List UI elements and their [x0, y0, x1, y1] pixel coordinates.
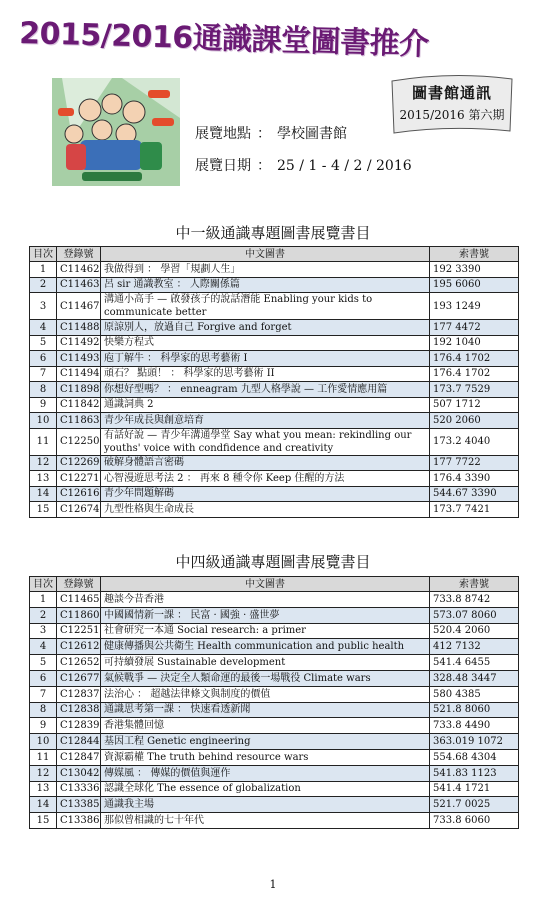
accession-number: C11494	[57, 366, 101, 382]
call-number: 733.8 4490	[430, 718, 519, 734]
col-header-call: 索書號	[430, 247, 519, 262]
col-header-code: 登錄號	[57, 247, 101, 262]
table-header-row	[30, 247, 519, 262]
accession-number: C12612	[57, 639, 101, 655]
book-title: 傳媒風 ： 傳媒的價值與運作	[101, 765, 430, 781]
book-title: 青少年成長與創意培育	[101, 413, 430, 429]
accession-number: C12837	[57, 686, 101, 702]
row-number: 15	[30, 502, 57, 518]
call-number: 176.4 3390	[430, 471, 519, 487]
table-row	[30, 335, 519, 351]
book-title: 通識詞典 2	[101, 397, 430, 413]
book-title: 基因工程 Genetic engineering	[101, 734, 430, 750]
row-number: 8	[30, 382, 57, 398]
row-number: 5	[30, 655, 57, 671]
table-row	[30, 670, 519, 686]
table-row	[30, 639, 519, 655]
accession-number: C12677	[57, 670, 101, 686]
book-title: 你想好型嗎？ ： enneagram 九型人格學說 — 工作愛情應用篇	[101, 382, 430, 398]
table-row	[30, 781, 519, 797]
cover-illustration	[52, 78, 180, 186]
table-header-row	[30, 577, 519, 592]
page-title: 2015/2016通識課堂圖書推介	[18, 15, 430, 63]
table-row	[30, 502, 519, 518]
table-row	[30, 607, 519, 623]
book-title: 心智漫遊思考法 2 ： 再來 8 種令你 Keep 住醒的方法	[101, 471, 430, 487]
accession-number: C11467	[57, 293, 101, 320]
accession-number: C12652	[57, 655, 101, 671]
row-number: 5	[30, 335, 57, 351]
row-number: 14	[30, 486, 57, 502]
row-number: 4	[30, 639, 57, 655]
table-row	[30, 623, 519, 639]
accession-number: C12844	[57, 734, 101, 750]
book-title: 有話好說 — 青少年溝通學堂 Say what you mean: rekindling our youths' voice with condfidence and creativity	[101, 428, 430, 455]
call-number: 541.83 1123	[430, 765, 519, 781]
col-header-call: 索書號	[430, 577, 519, 592]
table-row	[30, 262, 519, 278]
table-row	[30, 397, 519, 413]
book-title: 那似曾相識的七十年代	[101, 813, 430, 829]
row-number: 12	[30, 765, 57, 781]
col-header-no: 目次	[30, 577, 57, 592]
call-number: 173.7 7421	[430, 502, 519, 518]
book-title: 破解身體語言密碼	[101, 455, 430, 471]
book-title: 氣候戰爭 — 決定全人類命運的最後一場戰役 Climate wars	[101, 670, 430, 686]
book-title: 庖丁解牛 ： 科學家的思考藝術 I	[101, 351, 430, 367]
table-row	[30, 765, 519, 781]
accession-number: C12250	[57, 428, 101, 455]
call-number: 733.8 6060	[430, 813, 519, 829]
table-row	[30, 455, 519, 471]
row-number: 11	[30, 749, 57, 765]
table-row	[30, 702, 519, 718]
row-number: 2	[30, 607, 57, 623]
table-row	[30, 686, 519, 702]
call-number: 192 1040	[430, 335, 519, 351]
row-number: 6	[30, 351, 57, 367]
book-title: 我做得到 ： 學習「規劃人生」	[101, 262, 430, 278]
row-number: 10	[30, 734, 57, 750]
book-title: 可持續發展 Sustainable development	[101, 655, 430, 671]
location-info: 展覽地點 ： 學校圖書館	[195, 126, 347, 142]
col-header-title: 中文圖書	[101, 247, 430, 262]
location-value: 學校圖書館	[277, 126, 347, 142]
book-title: 頑石？ 點頭！ ： 科學家的思考藝術 II	[101, 366, 430, 382]
call-number: 573.07 8060	[430, 607, 519, 623]
accession-number: C12839	[57, 718, 101, 734]
date-value: 25 / 1 - 4 / 2 / 2016	[277, 158, 412, 174]
date-label: 展覽日期	[195, 158, 251, 174]
call-number: 541.4 6455	[430, 655, 519, 671]
book-title: 健康傳播與公共衛生 Health communication and public health	[101, 639, 430, 655]
accession-number: C11488	[57, 320, 101, 336]
accession-number: C13336	[57, 781, 101, 797]
book-title: 中國國情新一課 ： 民富 · 國強 · 盛世夢	[101, 607, 430, 623]
table-row	[30, 351, 519, 367]
accession-number: C11860	[57, 607, 101, 623]
date-info: 展覽日期 ： 25 / 1 - 4 / 2 / 2016	[195, 158, 412, 174]
call-number: 193 1249	[430, 293, 519, 320]
table-row	[30, 382, 519, 398]
badge-line-1: 圖書館通訊	[411, 84, 492, 102]
accession-number: C11465	[57, 592, 101, 608]
call-number: 195 6060	[430, 277, 519, 293]
table-row	[30, 592, 519, 608]
accession-number: C12269	[57, 455, 101, 471]
table-row	[30, 428, 519, 455]
call-number: 521.8 8060	[430, 702, 519, 718]
accession-number: C13386	[57, 813, 101, 829]
col-header-code: 登錄號	[57, 577, 101, 592]
call-number: 541.4 1721	[430, 781, 519, 797]
call-number: 733.8 8742	[430, 592, 519, 608]
book-title: 青少年問題解碼	[101, 486, 430, 502]
row-number: 8	[30, 702, 57, 718]
book-title: 趣談今昔香港	[101, 592, 430, 608]
newsletter-badge	[388, 73, 516, 135]
accession-number: C11463	[57, 277, 101, 293]
accession-number: C12838	[57, 702, 101, 718]
call-number: 177 4472	[430, 320, 519, 336]
table-row	[30, 413, 519, 429]
col-header-title: 中文圖書	[101, 577, 430, 592]
call-number: 177 7722	[430, 455, 519, 471]
row-number: 9	[30, 718, 57, 734]
accession-number: C12251	[57, 623, 101, 639]
section-1-title: 中一級通識專題圖書展覽書目	[175, 224, 371, 242]
call-number: 412 7132	[430, 639, 519, 655]
table-row	[30, 718, 519, 734]
book-title: 通識思考第一課 ： 快速看透新聞	[101, 702, 430, 718]
table-row	[30, 749, 519, 765]
accession-number: C12616	[57, 486, 101, 502]
book-title: 社會研究一本通 Social research: a primer	[101, 623, 430, 639]
book-title: 呂 sir 通識教室 ： 人際關係篇	[101, 277, 430, 293]
table-row	[30, 734, 519, 750]
accession-number: C11492	[57, 335, 101, 351]
call-number: 176.4 1702	[430, 366, 519, 382]
accession-number: C11493	[57, 351, 101, 367]
call-number: 580 4385	[430, 686, 519, 702]
table-row	[30, 813, 519, 829]
table-row	[30, 293, 519, 320]
book-title: 資源霸權 The truth behind resource wars	[101, 749, 430, 765]
call-number: 544.67 3390	[430, 486, 519, 502]
call-number: 520.4 2060	[430, 623, 519, 639]
row-number: 1	[30, 262, 57, 278]
col-header-no: 目次	[30, 247, 57, 262]
accession-number: C12271	[57, 471, 101, 487]
call-number: 328.48 3447	[430, 670, 519, 686]
page-number: 1	[269, 878, 277, 891]
book-table-form1	[29, 246, 519, 518]
row-number: 2	[30, 277, 57, 293]
call-number: 554.68 4304	[430, 749, 519, 765]
book-title: 快樂方程式	[101, 335, 430, 351]
call-number: 363.019 1072	[430, 734, 519, 750]
table-row	[30, 486, 519, 502]
accession-number: C11842	[57, 397, 101, 413]
row-number: 13	[30, 471, 57, 487]
accession-number: C13042	[57, 765, 101, 781]
row-number: 3	[30, 293, 57, 320]
table-row	[30, 320, 519, 336]
accession-number: C11462	[57, 262, 101, 278]
table-row	[30, 366, 519, 382]
book-title: 認識全球化 The essence of globalization	[101, 781, 430, 797]
row-number: 4	[30, 320, 57, 336]
row-number: 13	[30, 781, 57, 797]
call-number: 176.4 1702	[430, 351, 519, 367]
row-number: 7	[30, 686, 57, 702]
call-number: 192 3390	[430, 262, 519, 278]
call-number: 173.2 4040	[430, 428, 519, 455]
call-number: 507 1712	[430, 397, 519, 413]
call-number: 173.7 7529	[430, 382, 519, 398]
accession-number: C11898	[57, 382, 101, 398]
call-number: 521.7 0025	[430, 797, 519, 813]
accession-number: C11863	[57, 413, 101, 429]
badge-line-2: 2015/2016 第六期	[399, 108, 505, 122]
row-number: 1	[30, 592, 57, 608]
book-title: 九型性格與生命成長	[101, 502, 430, 518]
accession-number: C12847	[57, 749, 101, 765]
row-number: 3	[30, 623, 57, 639]
table-row	[30, 277, 519, 293]
book-table-form4	[29, 576, 519, 829]
accession-number: C12674	[57, 502, 101, 518]
row-number: 15	[30, 813, 57, 829]
table-row	[30, 471, 519, 487]
book-title: 法治心 ： 超越法律條文與制度的價值	[101, 686, 430, 702]
row-number: 12	[30, 455, 57, 471]
row-number: 7	[30, 366, 57, 382]
accession-number: C13385	[57, 797, 101, 813]
book-title: 原諒別人，放過自己 Forgive and forget	[101, 320, 430, 336]
table-row	[30, 655, 519, 671]
row-number: 9	[30, 397, 57, 413]
table-row	[30, 797, 519, 813]
book-title: 通識我主場	[101, 797, 430, 813]
row-number: 6	[30, 670, 57, 686]
row-number: 10	[30, 413, 57, 429]
book-title: 香港集體回憶	[101, 718, 430, 734]
book-title: 溝通小高手 — 啟發孩子的說話潛能 Enabling your kids to communicate better	[101, 293, 430, 320]
location-label: 展覽地點	[195, 126, 251, 142]
row-number: 11	[30, 428, 57, 455]
section-2-title: 中四級通識專題圖書展覽書目	[175, 553, 371, 571]
row-number: 14	[30, 797, 57, 813]
call-number: 520 2060	[430, 413, 519, 429]
